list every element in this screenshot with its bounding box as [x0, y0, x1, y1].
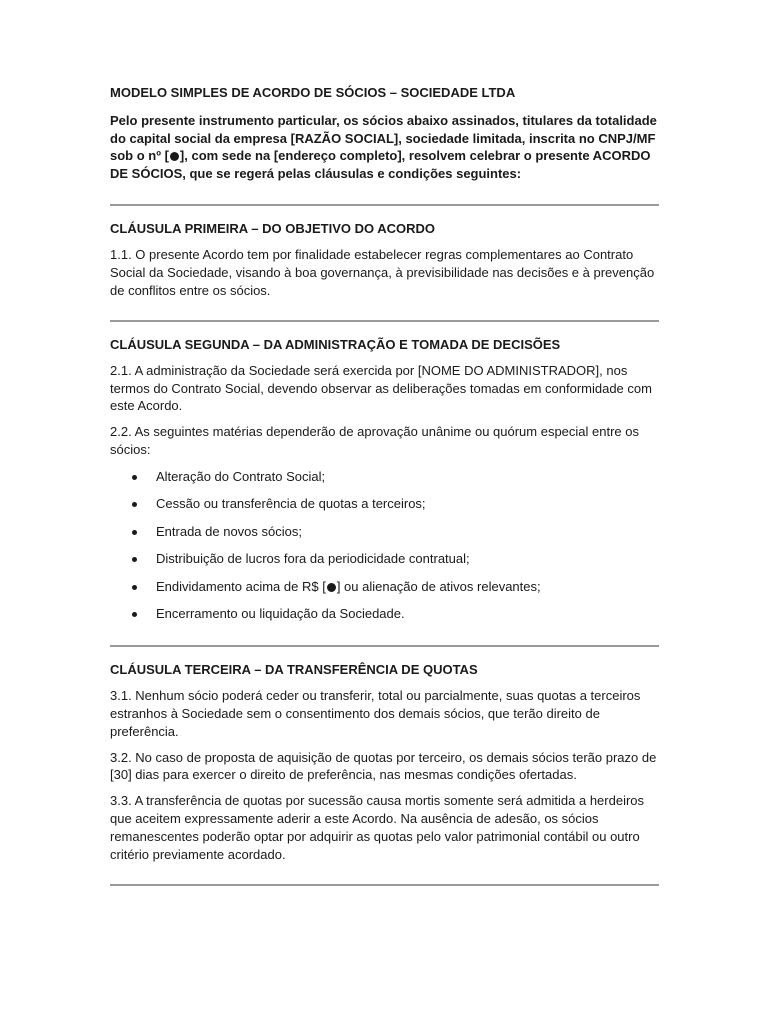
clause-2-paragraph-1: 2.1. A administração da Sociedade será exercida por [NOME DO ADMINISTRADOR], nos termos do Contrato Social, devendo observar as deliberações tomadas em conformidade com este Acordo.: [110, 362, 652, 414]
bullet-icon: [132, 612, 137, 617]
clause-3-paragraph-3: 3.3. A transferência de quotas por sucessão causa mortis somente será admitida a herdeiros que aceitem expressamente aderir a este Acordo. Na ausência de adesão, os sócios remanescentes poderão optar por adquirir as quotas pelo valor patrimonial contábil ou outro critério previamente acordado.: [110, 793, 645, 862]
list-item-text: Cessão ou transferência de quotas a terceiros;: [156, 496, 426, 512]
clause-3-paragraph-2: 3.2. No caso de proposta de aquisição de quotas por terceiro, os demais sócios terão prazo de [30] dias para exercer o direito de preferência, nas mesmas condições ofertadas.: [110, 749, 657, 783]
clause-3-paragraph-1: 3.1. Nenhum sócio poderá ceder ou transferir, total ou parcialmente, suas quotas a terceiros estranhos à Sociedade sem o consentimento dos demais sócios, que terão direito de preferência.: [110, 688, 641, 739]
clause-2-title: CLÁUSULA SEGUNDA – DA ADMINISTRAÇÃO E TOMADA DE DECISÕES: [110, 336, 561, 352]
clause-1-title: CLÁUSULA PRIMEIRA – DO OBJETIVO DO ACORDO: [110, 221, 436, 237]
placeholder-dot-icon: [170, 152, 179, 161]
list-item: [110, 605, 659, 623]
list-item-text: Endividamento acima de R$ [: [156, 578, 326, 594]
intro-text-start: Pelo presente instrumento particular, os sócios abaixo assinados, titulares da totalidade do capital social da empresa [RAZÃO SOCIAL], sociedade limitada, inscrita no CNPJ/MF sob o nº [: [110, 113, 657, 164]
list-item-text-suffix: ] ou alienação de ativos relevantes;: [336, 578, 541, 594]
list-item: [110, 468, 659, 486]
intro-text-end: ], com sede na [endereço completo], resolvem celebrar o presente ACORDO DE SÓCIOS, que se regerá pelas cláusulas e condições seguintes:: [110, 148, 651, 181]
document-body: [110, 84, 659, 886]
list-item: [110, 550, 659, 568]
bullet-icon: [132, 585, 137, 590]
section-divider: [110, 320, 659, 322]
list-item-text: Encerramento ou liquidação da Sociedade.: [156, 606, 405, 622]
list-item: [110, 495, 659, 513]
clause-2-paragraph-2: 2.2. As seguintes matérias dependerão de aprovação unânime ou quórum especial entre os sócios:: [110, 424, 640, 457]
list-item-text: Alteração do Contrato Social;: [156, 468, 326, 484]
placeholder-dot-icon: [327, 583, 336, 592]
list-item-text: Entrada de novos sócios;: [156, 523, 302, 539]
clause-1-paragraph-1: 1.1. O presente Acordo tem por finalidade estabelecer regras complementares ao Contrato Social da Sociedade, visando à boa governança, à previsibilidade nas decisões e à prevenção de conflitos entre os sócios.: [110, 247, 655, 298]
section-divider: [110, 884, 659, 886]
section-divider: [110, 204, 659, 206]
section-divider: [110, 645, 659, 647]
list-item: [110, 578, 659, 596]
bullet-icon: [132, 530, 137, 535]
bullet-icon: [132, 502, 137, 507]
document-title: MODELO SIMPLES DE ACORDO DE SÓCIOS – SOCIEDADE LTDA: [110, 85, 516, 100]
intro-paragraph: [110, 112, 659, 182]
list-item-text: Distribuição de lucros fora da periodicidade contratual;: [156, 551, 470, 567]
clause-3-title: CLÁUSULA TERCEIRA – DA TRANSFERÊNCIA DE QUOTAS: [110, 662, 478, 678]
list-item: [110, 523, 659, 541]
bullet-icon: [132, 557, 137, 562]
approval-matters-list: [110, 468, 659, 624]
bullet-icon: [132, 475, 137, 480]
